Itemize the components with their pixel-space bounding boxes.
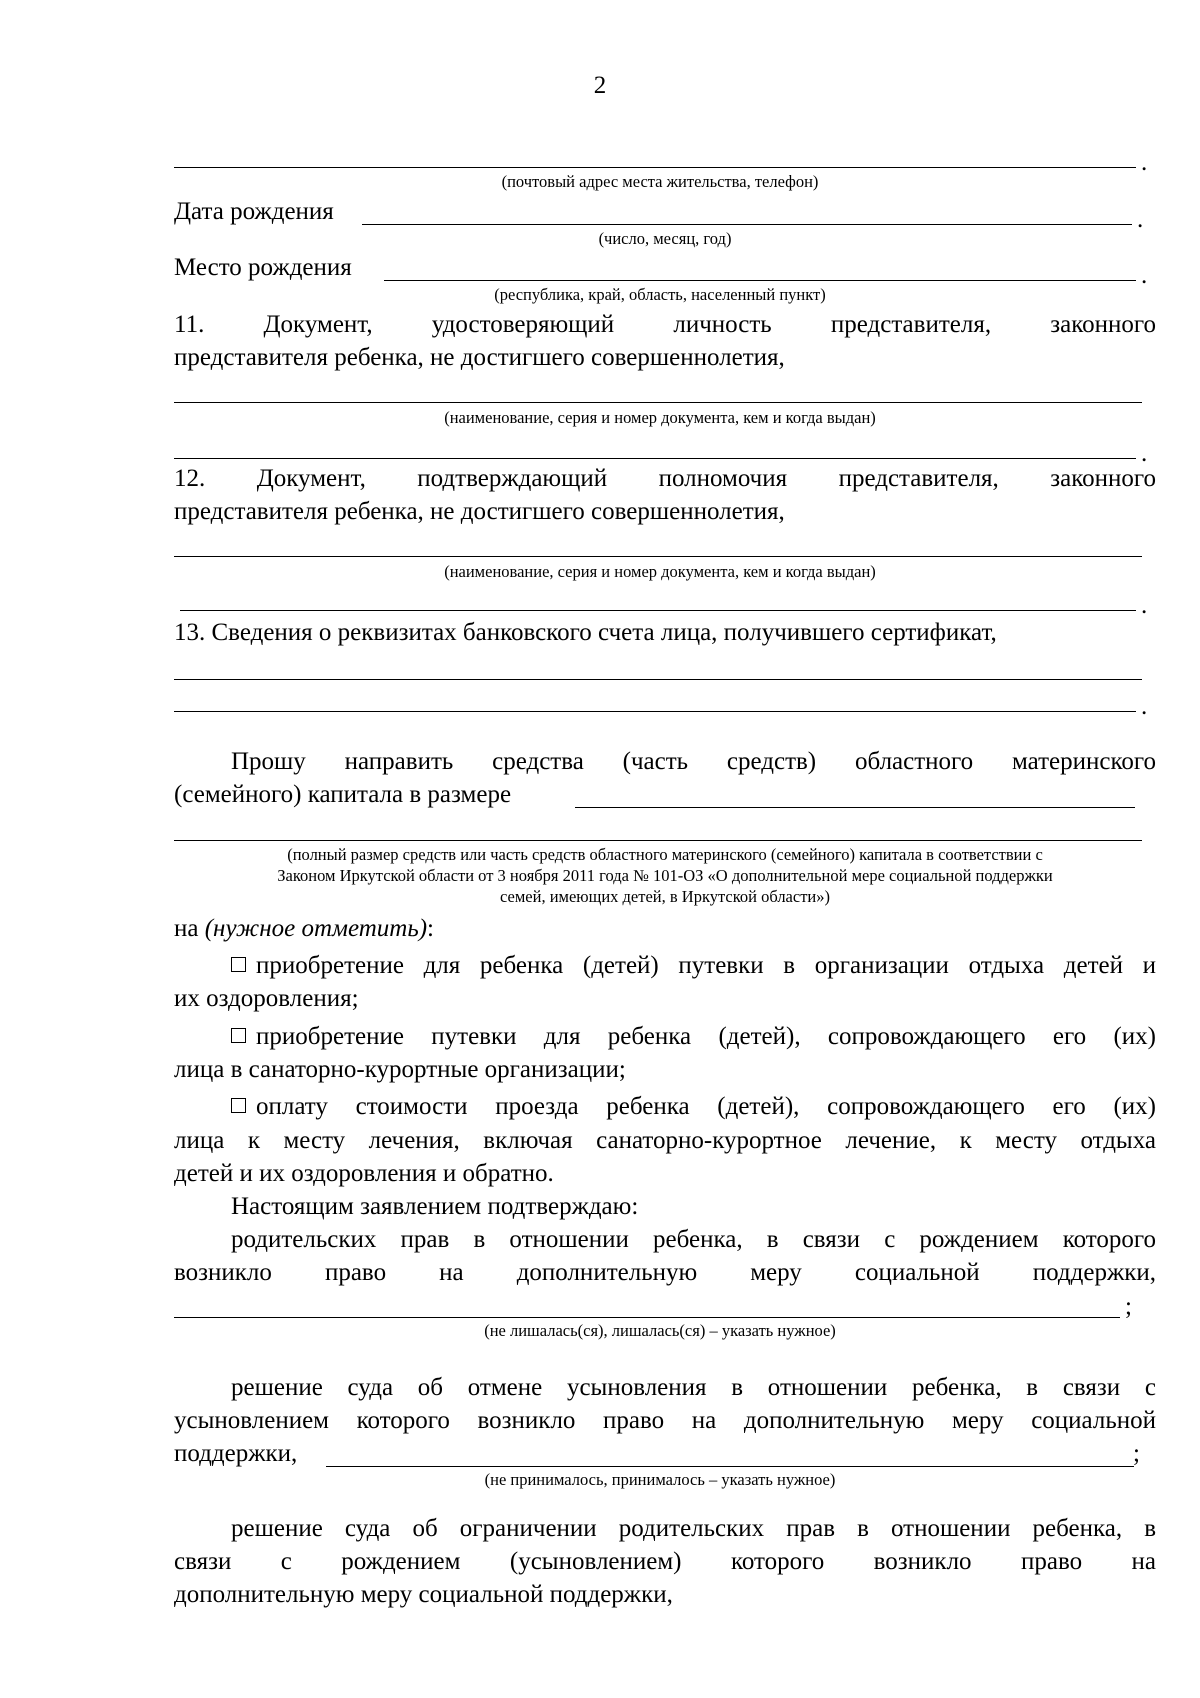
birth-place-period: . (1141, 262, 1148, 289)
confirm-p2-semicolon: ; (1133, 1440, 1140, 1467)
birth-date-period: . (1137, 206, 1144, 233)
option2-line1: приобретение путевки для ребенка (детей), сопровождающего его (их) (231, 1020, 1156, 1053)
birth-date-label: Дата рождения (174, 198, 334, 225)
amount-caption-line2: Законом Иркутской области от 3 ноября 2011 года № 101-ОЗ «О дополнительной мере социальной поддержки (277, 866, 1053, 885)
option3-line1: оплату стоимости проезда ребенка (детей), сопровождающего его (их) (231, 1090, 1156, 1123)
confirm-p3-line2: связи с рождением (усыновлением) которого возникло право на (174, 1548, 1156, 1575)
item11-period: . (1141, 440, 1148, 467)
amount-caption-line3: семей, имеющих детей, в Иркутской области») (500, 887, 830, 906)
item12-line1: 12. Документ, подтверждающий полномочия представителя, законного (174, 465, 1156, 492)
item12-caption: (наименование, серия и номер документа, кем и когда выдан) (444, 562, 876, 581)
option3-line2: лица к месту лечения, включая санаторно-курортное лечение, к месту отдыха (174, 1127, 1156, 1154)
confirm-p1-line2: возникло право на дополнительную меру социальной поддержки, (174, 1259, 1156, 1286)
item12-field-line1[interactable] (174, 556, 1142, 557)
bank-period: . (1141, 693, 1148, 720)
item11-field-line2[interactable] (174, 458, 1136, 459)
confirm-p1-line1: родительских прав в отношении ребенка, в связи с рождением которого (231, 1226, 1156, 1253)
item12-field-line2[interactable] (180, 610, 1136, 611)
birth-place-caption: (республика, край, область, населенный пункт) (494, 285, 826, 304)
select-instruction: на (нужное отметить): (174, 915, 434, 942)
amount-field-line[interactable] (575, 807, 1135, 808)
option1-checkbox[interactable] (231, 957, 246, 972)
confirm-p2-line3: поддержки, (174, 1440, 298, 1467)
item11-field-line1[interactable] (174, 402, 1142, 403)
option2-checkbox[interactable] (231, 1028, 246, 1043)
item12-line2: представителя ребенка, не достигшего совершеннолетия, (174, 498, 785, 525)
confirm-p2-line2: усыновлением которого возникло право на дополнительную меру социальной (174, 1407, 1156, 1434)
confirm-p1-semicolon: ; (1125, 1293, 1132, 1320)
item11-caption: (наименование, серия и номер документа, кем и когда выдан) (444, 408, 876, 427)
item12-period: . (1141, 592, 1148, 619)
confirm-p1-field-line[interactable] (174, 1317, 1120, 1318)
request-line1: Прошу направить средства (часть средств) областного материнского (231, 748, 1156, 775)
request-line2: (семейного) капитала в размере (174, 781, 512, 808)
page-number: 2 (593, 72, 607, 99)
address-period: . (1141, 149, 1148, 176)
birth-place-label: Место рождения (174, 254, 352, 281)
amount-caption-line1: (полный размер средств или часть средств областного материнского (семейного) капитала в соответствии с (287, 845, 1043, 864)
address-field-line[interactable] (174, 167, 1136, 168)
option1-line2: их оздоровления; (174, 985, 359, 1012)
bank-field-line1[interactable] (174, 679, 1142, 680)
confirm-heading: Настоящим заявлением подтверждаю: (231, 1193, 639, 1220)
option3-checkbox[interactable] (231, 1098, 246, 1113)
select-instruction-note: (нужное отметить) (204, 915, 428, 942)
birth-date-field-line[interactable] (362, 224, 1132, 225)
confirm-p1-caption: (не лишалась(ся), лишалась(ся) – указать нужное) (484, 1321, 836, 1340)
confirm-p2-field-line[interactable] (326, 1466, 1134, 1467)
item13-line1: 13. Сведения о реквизитах банковского счета лица, получившего сертификат, (174, 619, 997, 646)
confirm-p2-caption: (не принималось, принималось – указать нужное) (484, 1470, 836, 1489)
bank-field-line2[interactable] (174, 711, 1136, 712)
confirm-p2-line1: решение суда об отмене усыновления в отношении ребенка, в связи с (231, 1374, 1156, 1401)
option2-line2: лица в санаторно-курортные организации; (174, 1056, 626, 1083)
address-caption: (почтовый адрес места жительства, телефон) (501, 172, 819, 191)
option1-line1: приобретение для ребенка (детей) путевки в организации отдыха детей и (231, 949, 1156, 982)
confirm-p3-line3: дополнительную меру социальной поддержки, (174, 1581, 673, 1608)
confirm-p3-line1: решение суда об ограничении родительских прав в отношении ребенка, в (231, 1515, 1156, 1542)
birth-place-field-line[interactable] (384, 280, 1136, 281)
amount-field-line2[interactable] (174, 840, 1142, 841)
item11-line1: 11. Документ, удостоверяющий личность представителя, законного (174, 311, 1156, 338)
option3-line3: детей и их оздоровления и обратно. (174, 1160, 554, 1187)
birth-date-caption: (число, месяц, год) (598, 229, 732, 248)
item11-line2: представителя ребенка, не достигшего совершеннолетия, (174, 344, 785, 371)
